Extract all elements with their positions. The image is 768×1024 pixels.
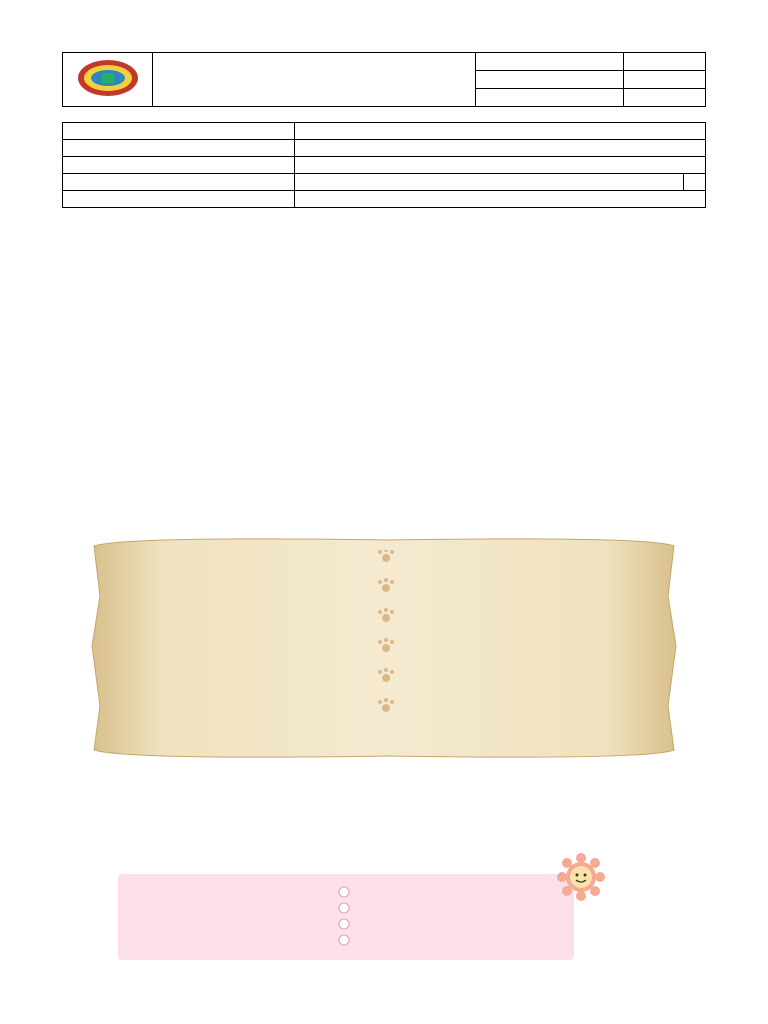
- header-table: [62, 52, 706, 107]
- paw-prints-icon: [376, 550, 396, 740]
- flower-dots-icon: [336, 886, 352, 950]
- question-b: [110, 794, 116, 809]
- version-label: [476, 71, 624, 89]
- balloon-border-top: [0, 0, 768, 34]
- version-value: [624, 71, 706, 89]
- school-name-cell: [153, 53, 476, 107]
- titulo-value: [295, 191, 706, 208]
- fecha-aprobacion-label: [476, 89, 624, 107]
- question-c: [110, 818, 116, 833]
- estudiante-value[interactable]: [295, 157, 706, 174]
- document-page: [62, 52, 706, 107]
- smiling-sun-icon: [556, 852, 606, 902]
- codigo-value: [624, 53, 706, 71]
- balloon-border-bottom: [0, 990, 768, 1024]
- fecha-aprobacion-value: [624, 89, 706, 107]
- docente-label: [63, 140, 295, 157]
- poem2-card: [118, 874, 574, 960]
- codigo-label: [476, 53, 624, 71]
- balloon-border-right: [728, 0, 768, 1024]
- titulo-label: [63, 191, 295, 208]
- poem-scroll: [88, 536, 680, 760]
- medio-entrega-line: [62, 238, 706, 258]
- jornada: [683, 174, 705, 191]
- info-table: [62, 122, 706, 208]
- step-1: [68, 514, 82, 530]
- area-value: [295, 123, 706, 140]
- school-crest-icon: [76, 58, 140, 98]
- docente-value: [295, 140, 706, 157]
- step-2: [78, 846, 92, 862]
- question-a: [110, 768, 116, 783]
- fecha: [295, 174, 684, 191]
- grado: [63, 174, 295, 191]
- balloon-border-left: [0, 0, 40, 1024]
- school-logo-cell: [63, 53, 153, 107]
- area-label: [63, 123, 295, 140]
- estudiante-label: [63, 157, 295, 174]
